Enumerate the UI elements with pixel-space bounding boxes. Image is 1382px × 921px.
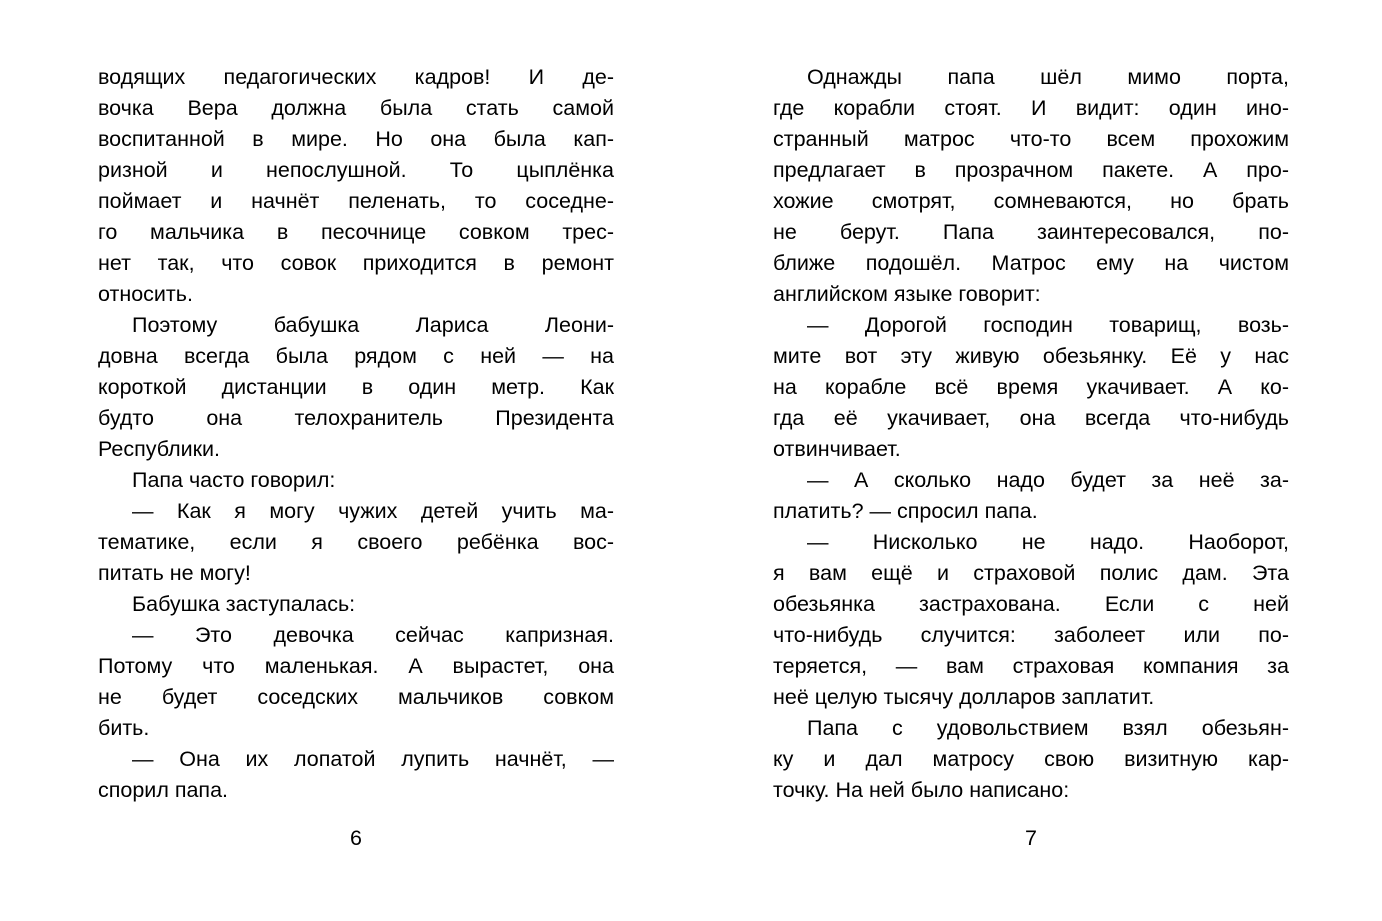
left-page-text-line: водящих педагогических кадров! И де- [98, 65, 614, 89]
right-page-text-line: Однажды папа шёл мимо порта, [807, 65, 1289, 89]
right-page-text-line: на корабле всё время укачивает. А ко- [773, 375, 1289, 399]
right-page-text-line: ближе подошёл. Матрос ему на чистом [773, 251, 1289, 275]
left-page-text-line: нет так, что совок приходится в ремонт [98, 251, 614, 275]
right-page-text-line: точку. На ней было написано: [773, 778, 1070, 802]
left-page-text-line: не будет соседских мальчиков совком [98, 685, 614, 709]
left-page-text-line: Поэтому бабушка Лариса Леони- [132, 313, 614, 337]
right-page-text-line: хожие смотрят, сомневаются, но брать [773, 189, 1289, 213]
left-page-text-line: Бабушка заступалась: [132, 592, 356, 616]
page-number-left: 6 [350, 826, 362, 850]
left-page-column [98, 62, 614, 806]
left-page-text-line: питать не могу! [98, 561, 251, 585]
right-page-text-line: — А сколько надо будет за неё за- [807, 468, 1289, 492]
right-page-text-line: обезьянка застрахована. Если с ней [773, 592, 1289, 616]
right-page-column [773, 62, 1289, 806]
right-page-text-line: платить? — спросил папа. [773, 499, 1038, 523]
left-page-text-line: — Она их лопатой лупить начнёт, — [132, 747, 614, 771]
right-page-text-line: английском языке говорит: [773, 282, 1041, 306]
right-page-text-line: отвинчивает. [773, 437, 901, 461]
left-page-text-line: тематике, если я своего ребёнка вос- [98, 530, 614, 554]
page-number-right: 7 [1025, 826, 1037, 850]
right-page-text-line: мите вот эту живую обезьянку. Её у нас [773, 344, 1289, 368]
left-page-text-line: Папа часто говорил: [132, 468, 336, 492]
left-page-text-line: ризной и непослушной. То цыплёнка [98, 158, 614, 182]
right-page-text-line: странный матрос что-то всем прохожим [773, 127, 1289, 151]
left-page-text-line: вочка Вера должна была стать самой [98, 96, 614, 120]
right-page-text-line: — Нисколько не надо. Наоборот, [807, 530, 1289, 554]
left-page-text-line: довна всегда была рядом с ней — на [98, 344, 614, 368]
left-page-text-line: короткой дистанции в один метр. Как [98, 375, 614, 399]
right-page-text-line: гда её укачивает, она всегда что-нибудь [773, 406, 1289, 430]
left-page-text-line: го мальчика в песочнице совком трес- [98, 220, 614, 244]
left-page-text-line: воспитанной в мире. Но она была кап- [98, 127, 614, 151]
left-page-body-text [98, 62, 614, 806]
right-page-text-line: неё целую тысячу долларов заплатит. [773, 685, 1155, 709]
left-page-text-line: поймает и начнёт пеленать, то соседне- [98, 189, 614, 213]
right-page-text-line: предлагает в прозрачном пакете. А про- [773, 158, 1289, 182]
right-page-text-line: где корабли стоят. И видит: один ино- [773, 96, 1289, 120]
left-page-text-line: Республики. [98, 437, 221, 461]
left-page-text-line: бить. [98, 716, 150, 740]
right-page-body-text [773, 62, 1289, 806]
right-page-text-line: не берут. Папа заинтересовался, по- [773, 220, 1289, 244]
left-page-text-line: — Как я могу чужих детей учить ма- [132, 499, 614, 523]
left-page-text-line: — Это девочка сейчас капризная. [132, 623, 614, 647]
left-page-text-line: будто она телохранитель Президента [98, 406, 614, 430]
right-page-text-line: что-нибудь случится: заболеет или по- [773, 623, 1289, 647]
right-page-text-line: я вам ещё и страховой полис дам. Эта [773, 561, 1289, 585]
right-page-text-line: — Дорогой господин товарищ, возь- [807, 313, 1289, 337]
left-page-text-line: Потому что маленькая. А вырастет, она [98, 654, 614, 678]
right-page-text-line: Папа с удовольствием взял обезьян- [807, 716, 1289, 740]
left-page-text-line: спорил папа. [98, 778, 229, 802]
right-page-text-line: теряется, — вам страховая компания за [773, 654, 1289, 678]
right-page-text-line: ку и дал матросу свою визитную кар- [773, 747, 1289, 771]
left-page-text-line: относить. [98, 282, 193, 306]
